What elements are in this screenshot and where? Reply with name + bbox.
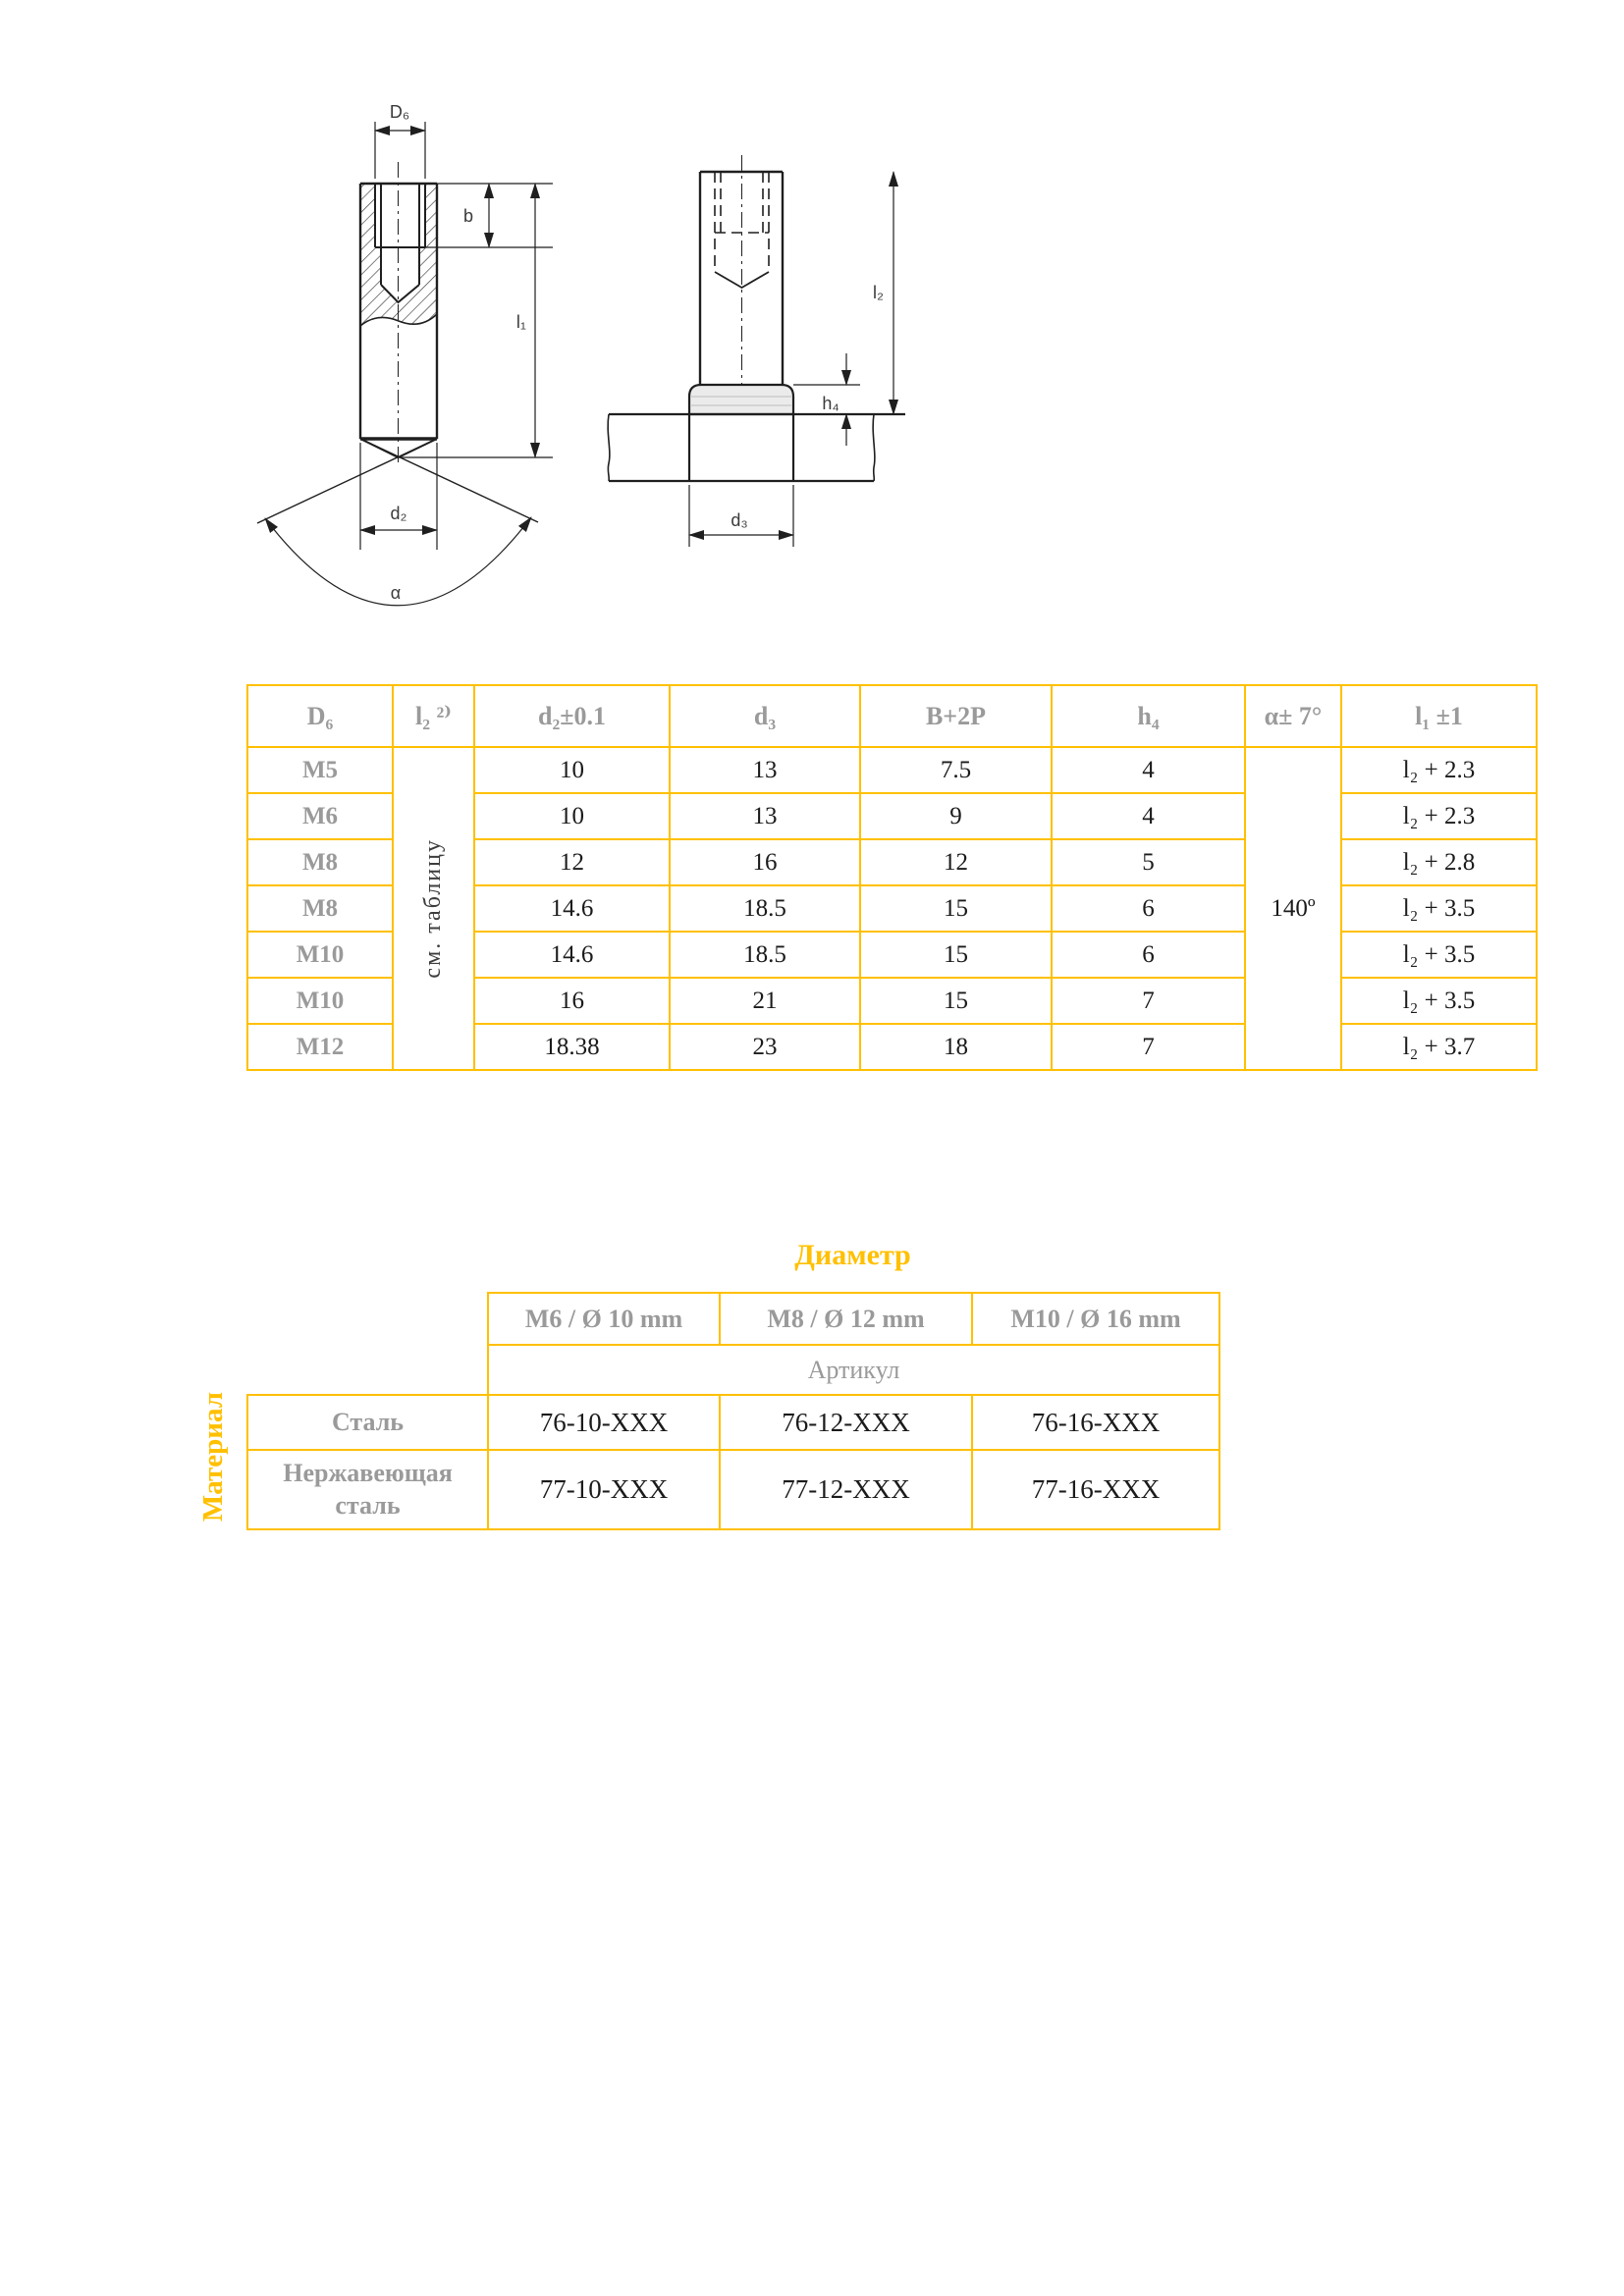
d2-cell: 10 [474,793,670,839]
l1-cell: l₂ + 2.3 [1341,747,1537,793]
h4-cell: 6 [1052,885,1245,932]
material-cell: Сталь [247,1395,488,1450]
order-table-header-row [247,1293,1219,1345]
article-label-cell: Артикул [488,1345,1219,1395]
table-row [247,747,1537,793]
d3-cell: 23 [670,1024,860,1070]
d2-cell: 14.6 [474,885,670,932]
col-header-d3: d₃ [670,685,860,747]
see-table-note-cell [393,747,474,1070]
b2p-cell: 15 [860,885,1052,932]
d3-cell: 13 [670,747,860,793]
l1-cell: l₂ + 3.7 [1341,1024,1537,1070]
article-cell: 76-12-XXX [720,1395,972,1450]
d2-cell: 14.6 [474,932,670,978]
size-cell: M6 [247,793,393,839]
d3-cell: 21 [670,978,860,1024]
article-cell: 77-10-XXX [488,1450,720,1529]
d3-cell: 13 [670,793,860,839]
col-header-h4: h₄ [1052,685,1245,747]
dim-label-l1: l₁ [515,312,526,332]
d3-cell: 18.5 [670,932,860,978]
alpha-value-cell: 140º [1245,747,1341,1070]
size-cell: M5 [247,747,393,793]
h4-cell: 6 [1052,932,1245,978]
d2-cell: 18.38 [474,1024,670,1070]
col-header-m6: M6 / Ø 10 mm [488,1293,720,1345]
article-cell: 76-16-XXX [972,1395,1219,1450]
dimension-table [246,684,1538,1071]
mounted-view-drawing [589,69,962,589]
b2p-cell: 18 [860,1024,1052,1070]
material-label [191,1372,235,1541]
collar [689,385,793,414]
diameter-title: Диаметр [794,1239,911,1271]
dim-table-header-row [247,685,1537,747]
article-label-row [247,1345,1219,1395]
d2-cell: 16 [474,978,670,1024]
col-header-b2p: B+2P [860,685,1052,747]
article-cell: 77-16-XXX [972,1450,1219,1529]
size-cell: M8 [247,839,393,885]
see-table-note: см. таблицу [420,838,446,979]
material-label-text: Материал [196,1391,229,1522]
table-row [247,1450,1219,1529]
size-cell: M10 [247,978,393,1024]
l1-cell: l₂ + 3.5 [1341,932,1537,978]
dim-label-l2: l₂ [873,283,884,302]
article-cell: 76-10-XXX [488,1395,720,1450]
ordering-table [246,1292,1220,1530]
h4-cell: 4 [1052,747,1245,793]
dim-label-b: b [462,206,473,226]
plate-outline [608,414,905,481]
article-cell: 77-12-XXX [720,1450,972,1529]
l1-cell: l₂ + 2.8 [1341,839,1537,885]
col-header-l2: l₂ ²⁾ [393,685,474,747]
dim-label-h4: h₄ [822,394,839,413]
spacer-cell [247,1293,488,1345]
dimension-lines [265,122,553,606]
table-row [247,1395,1219,1450]
section-view-drawing [167,69,589,633]
size-cell: M12 [247,1024,393,1070]
b2p-cell: 15 [860,978,1052,1024]
dim-label-alpha: α [390,583,402,603]
d2-cell: 10 [474,747,670,793]
h4-cell: 4 [1052,793,1245,839]
col-header-alpha: α± 7° [1245,685,1341,747]
l1-cell: l₂ + 3.5 [1341,978,1537,1024]
size-cell: M8 [247,885,393,932]
b2p-cell: 12 [860,839,1052,885]
d2-cell: 12 [474,839,670,885]
size-cell: M10 [247,932,393,978]
h4-cell: 7 [1052,978,1245,1024]
col-header-l1: l₁ ±1 [1341,685,1537,747]
dim-label-d2: d₂ [390,504,407,523]
dim-label-d3: d₃ [731,510,748,530]
d3-cell: 18.5 [670,885,860,932]
h4-cell: 5 [1052,839,1245,885]
col-header-m8: M8 / Ø 12 mm [720,1293,972,1345]
material-cell: Нержавеющая сталь [247,1450,488,1529]
h4-cell: 7 [1052,1024,1245,1070]
l1-cell: l₂ + 3.5 [1341,885,1537,932]
l1-cell: l₂ + 2.3 [1341,793,1537,839]
col-header-d2: d₂±0.1 [474,685,670,747]
b2p-cell: 15 [860,932,1052,978]
dim-label-d6: D₆ [389,102,410,122]
b2p-cell: 9 [860,793,1052,839]
d3-cell: 16 [670,839,860,885]
spacer-cell [247,1345,488,1395]
col-header-d6: D₆ [247,685,393,747]
b2p-cell: 7.5 [860,747,1052,793]
col-header-m10: M10 / Ø 16 mm [972,1293,1219,1345]
